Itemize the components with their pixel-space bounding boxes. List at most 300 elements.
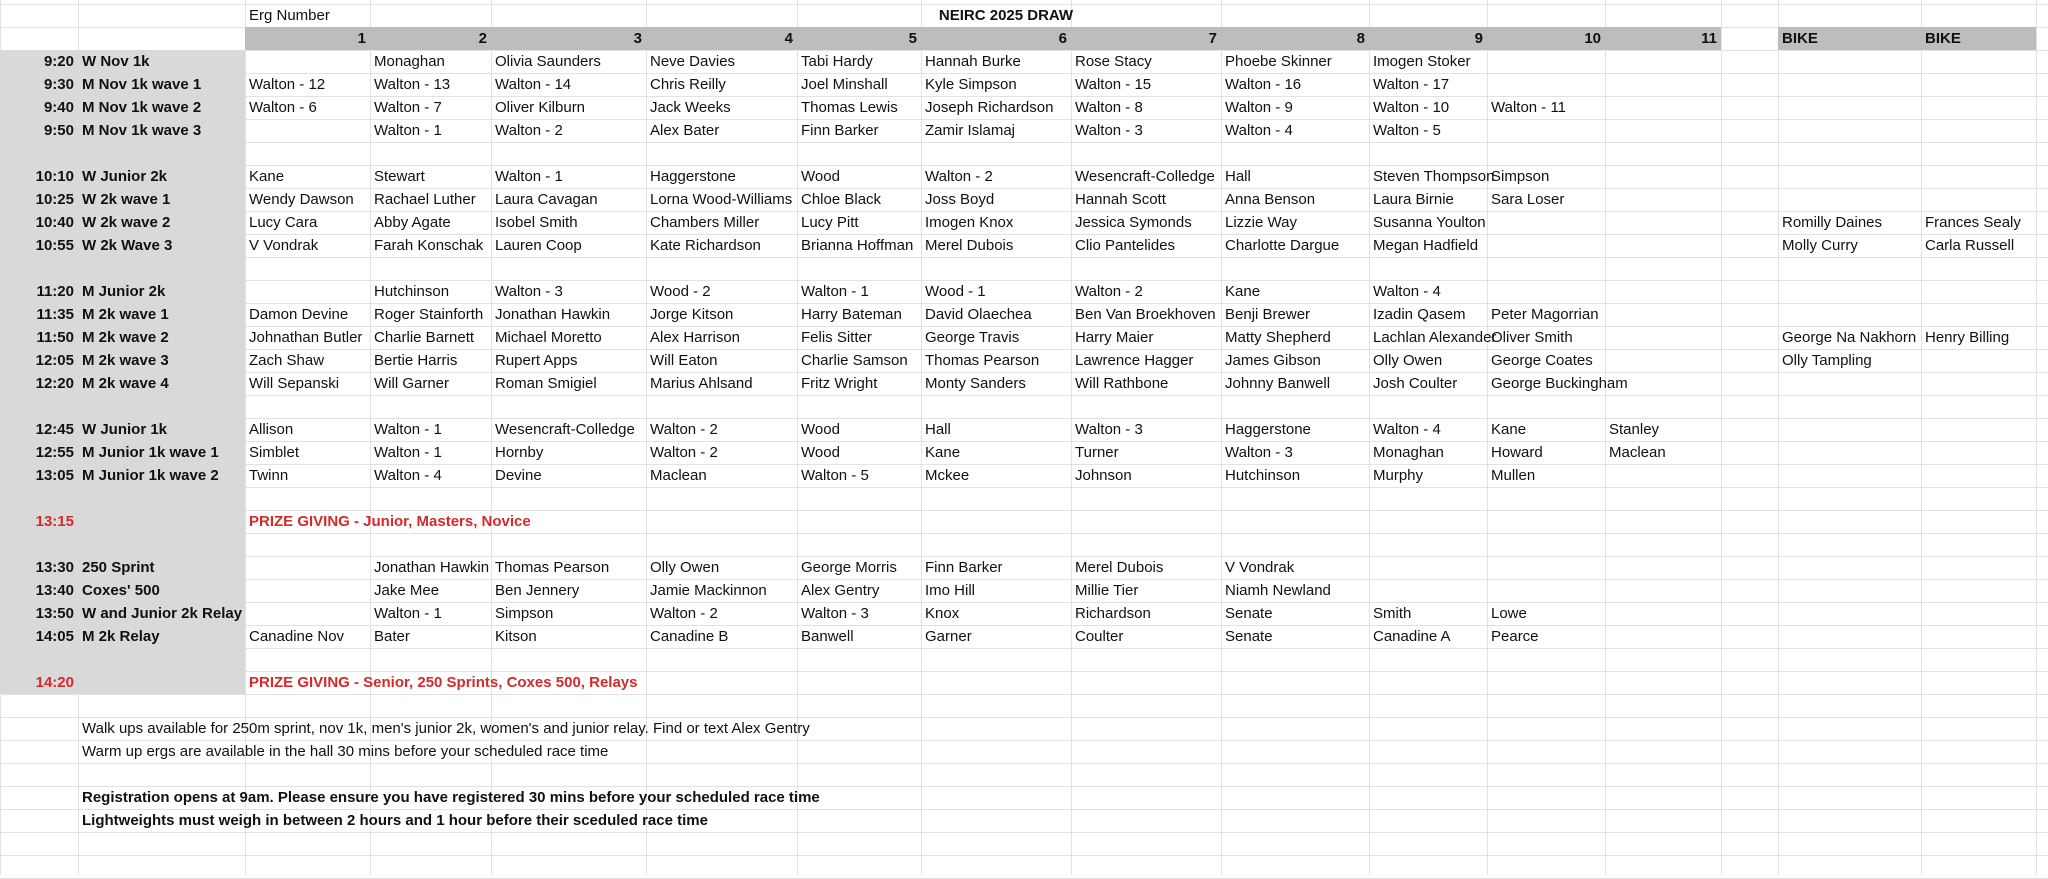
erg-assignment-cell[interactable] bbox=[1487, 395, 1605, 418]
erg-column-header[interactable]: 9 bbox=[1474, 30, 1483, 47]
bike-assignment-cell[interactable] bbox=[1778, 648, 1921, 671]
erg-assignment-cell[interactable]: Chris Reilly bbox=[650, 76, 726, 93]
erg-assignment-cell[interactable] bbox=[245, 648, 370, 671]
erg-column-header[interactable]: 1 bbox=[357, 30, 366, 47]
bike-assignment-cell[interactable] bbox=[1778, 441, 1921, 464]
erg-assignment-cell[interactable]: Coulter bbox=[1075, 628, 1124, 645]
erg-assignment-cell[interactable] bbox=[1605, 119, 1721, 142]
erg-assignment-cell[interactable]: Anna Benson bbox=[1225, 191, 1316, 208]
erg-assignment-cell[interactable]: Maclean bbox=[1609, 444, 1666, 461]
erg-assignment-cell[interactable]: Damon Devine bbox=[249, 306, 349, 323]
erg-assignment-cell[interactable]: Walton - 2 bbox=[925, 168, 993, 185]
erg-assignment-cell[interactable]: Olly Owen bbox=[650, 559, 720, 576]
race-time[interactable]: 11:35 bbox=[36, 306, 74, 323]
erg-assignment-cell[interactable]: Haggerstone bbox=[1225, 421, 1311, 438]
erg-assignment-cell[interactable] bbox=[1605, 349, 1721, 372]
erg-assignment-cell[interactable] bbox=[1605, 165, 1721, 188]
race-time[interactable] bbox=[0, 648, 78, 671]
erg-assignment-cell[interactable]: Harry Maier bbox=[1075, 329, 1154, 346]
erg-assignment-cell[interactable]: Jessica Symonds bbox=[1075, 214, 1192, 231]
erg-assignment-cell[interactable]: Walton - 3 bbox=[1075, 122, 1143, 139]
erg-assignment-cell[interactable]: Kane bbox=[1491, 421, 1527, 438]
erg-assignment-cell[interactable]: Allison bbox=[249, 421, 294, 438]
erg-assignment-cell[interactable]: Hannah Scott bbox=[1075, 191, 1166, 208]
erg-assignment-cell[interactable]: Walton - 2 bbox=[495, 122, 563, 139]
erg-assignment-cell[interactable] bbox=[1487, 487, 1605, 510]
event-name[interactable]: W Junior 2k bbox=[82, 168, 168, 185]
footer-note[interactable]: Lightweights must weigh in between 2 hours and 1 hour before their sceduled race time bbox=[82, 812, 708, 829]
erg-assignment-cell[interactable]: Wood - 2 bbox=[650, 283, 711, 300]
erg-assignment-cell[interactable] bbox=[921, 533, 1071, 556]
erg-assignment-cell[interactable]: James Gibson bbox=[1225, 352, 1321, 369]
erg-assignment-cell[interactable]: Simpson bbox=[1491, 168, 1550, 185]
erg-assignment-cell[interactable] bbox=[1605, 142, 1721, 165]
erg-assignment-cell[interactable] bbox=[1605, 556, 1721, 579]
bike-assignment-cell[interactable] bbox=[1921, 648, 2036, 671]
bike-assignment-cell[interactable]: Molly Curry bbox=[1782, 237, 1858, 254]
erg-assignment-cell[interactable]: Jamie Mackinnon bbox=[650, 582, 767, 599]
event-name[interactable] bbox=[78, 487, 245, 510]
race-time[interactable]: 12:20 bbox=[35, 375, 74, 392]
erg-assignment-cell[interactable] bbox=[1605, 533, 1721, 556]
erg-assignment-cell[interactable]: Oliver Kilburn bbox=[495, 99, 586, 116]
erg-assignment-cell[interactable]: Neve Davies bbox=[650, 53, 736, 70]
erg-assignment-cell[interactable]: Walton - 3 bbox=[495, 283, 563, 300]
erg-assignment-cell[interactable]: Walton - 15 bbox=[1075, 76, 1152, 93]
erg-assignment-cell[interactable]: Walton - 2 bbox=[650, 421, 718, 438]
bike-assignment-cell[interactable] bbox=[1921, 188, 2036, 211]
erg-assignment-cell[interactable]: Tabi Hardy bbox=[801, 53, 873, 70]
erg-assignment-cell[interactable]: Walton - 7 bbox=[374, 99, 442, 116]
erg-assignment-cell[interactable] bbox=[797, 487, 921, 510]
erg-assignment-cell[interactable]: Thomas Pearson bbox=[495, 559, 610, 576]
erg-assignment-cell[interactable]: Johnny Banwell bbox=[1225, 375, 1331, 392]
erg-assignment-cell[interactable]: Rupert Apps bbox=[495, 352, 578, 369]
race-time[interactable]: 10:25 bbox=[35, 191, 74, 208]
erg-assignment-cell[interactable] bbox=[1487, 142, 1605, 165]
erg-assignment-cell[interactable] bbox=[646, 487, 797, 510]
race-time[interactable]: 10:10 bbox=[35, 168, 74, 185]
erg-assignment-cell[interactable]: Hutchinson bbox=[374, 283, 450, 300]
erg-assignment-cell[interactable]: Banwell bbox=[801, 628, 854, 645]
erg-assignment-cell[interactable]: Michael Moretto bbox=[495, 329, 602, 346]
erg-assignment-cell[interactable]: David Olaechea bbox=[925, 306, 1032, 323]
erg-assignment-cell[interactable] bbox=[245, 395, 370, 418]
bike-assignment-cell[interactable]: George Na Nakhorn bbox=[1782, 329, 1917, 346]
erg-assignment-cell[interactable]: Smith bbox=[1373, 605, 1412, 622]
erg-assignment-cell[interactable]: Peter Magorrian bbox=[1491, 306, 1599, 323]
bike-assignment-cell[interactable] bbox=[1778, 556, 1921, 579]
erg-column-header[interactable]: 5 bbox=[908, 30, 917, 47]
erg-assignment-cell[interactable]: Isobel Smith bbox=[495, 214, 578, 231]
erg-assignment-cell[interactable]: Canadine A bbox=[1373, 628, 1451, 645]
race-time[interactable] bbox=[0, 142, 78, 165]
erg-assignment-cell[interactable]: Wesencraft-Colledge bbox=[1075, 168, 1215, 185]
race-time[interactable] bbox=[0, 257, 78, 280]
erg-assignment-cell[interactable]: Monty Sanders bbox=[925, 375, 1026, 392]
bike-assignment-cell[interactable] bbox=[1778, 487, 1921, 510]
bike-assignment-cell[interactable] bbox=[1778, 257, 1921, 280]
erg-assignment-cell[interactable]: Richardson bbox=[1075, 605, 1151, 622]
bike-assignment-cell[interactable]: Frances Sealy bbox=[1925, 214, 2021, 231]
erg-assignment-cell[interactable] bbox=[245, 533, 370, 556]
erg-assignment-cell[interactable] bbox=[1221, 487, 1369, 510]
erg-assignment-cell[interactable]: Lowe bbox=[1491, 605, 1527, 622]
bike-assignment-cell[interactable] bbox=[1778, 625, 1921, 648]
erg-assignment-cell[interactable] bbox=[1369, 579, 1487, 602]
erg-assignment-cell[interactable]: Walton - 9 bbox=[1225, 99, 1293, 116]
prize-time[interactable]: 14:20 bbox=[35, 674, 74, 691]
bike-assignment-cell[interactable] bbox=[1921, 96, 2036, 119]
bike-assignment-cell[interactable] bbox=[1778, 395, 1921, 418]
bike-assignment-cell[interactable] bbox=[1921, 119, 2036, 142]
bike-assignment-cell[interactable] bbox=[1778, 119, 1921, 142]
bike-assignment-cell[interactable] bbox=[1778, 464, 1921, 487]
event-name[interactable]: M Junior 1k wave 1 bbox=[82, 444, 219, 461]
race-time[interactable]: 12:05 bbox=[35, 352, 74, 369]
erg-assignment-cell[interactable]: Wesencraft-Colledge bbox=[495, 421, 635, 438]
erg-assignment-cell[interactable]: Wood bbox=[801, 168, 840, 185]
erg-assignment-cell[interactable]: Oliver Smith bbox=[1491, 329, 1573, 346]
event-name[interactable]: M Nov 1k wave 3 bbox=[82, 122, 202, 139]
erg-assignment-cell[interactable]: Simblet bbox=[249, 444, 300, 461]
race-time[interactable]: 9:40 bbox=[43, 99, 74, 116]
erg-assignment-cell[interactable]: Walton - 13 bbox=[374, 76, 451, 93]
erg-assignment-cell[interactable]: Abby Agate bbox=[374, 214, 451, 231]
erg-assignment-cell[interactable] bbox=[1605, 50, 1721, 73]
erg-assignment-cell[interactable]: Steven Thompson bbox=[1373, 168, 1495, 185]
bike-assignment-cell[interactable] bbox=[1921, 165, 2036, 188]
bike-assignment-cell[interactable] bbox=[1921, 50, 2036, 73]
race-time[interactable] bbox=[0, 533, 78, 556]
erg-assignment-cell[interactable]: Monaghan bbox=[374, 53, 445, 70]
erg-assignment-cell[interactable]: Felis Sitter bbox=[801, 329, 872, 346]
erg-assignment-cell[interactable]: Megan Hadfield bbox=[1373, 237, 1479, 254]
erg-assignment-cell[interactable]: Chloe Black bbox=[801, 191, 882, 208]
erg-assignment-cell[interactable] bbox=[245, 142, 370, 165]
erg-assignment-cell[interactable] bbox=[1487, 556, 1605, 579]
erg-assignment-cell[interactable]: Lawrence Hagger bbox=[1075, 352, 1194, 369]
footer-note[interactable]: Warm up ergs are available in the hall 30 mins before your scheduled race time bbox=[82, 743, 609, 760]
erg-assignment-cell[interactable]: Walton - 4 bbox=[1373, 283, 1441, 300]
erg-assignment-cell[interactable] bbox=[370, 648, 491, 671]
erg-assignment-cell[interactable] bbox=[1605, 73, 1721, 96]
bike-assignment-cell[interactable] bbox=[1778, 280, 1921, 303]
event-name[interactable]: M 2k wave 4 bbox=[82, 375, 169, 392]
erg-assignment-cell[interactable] bbox=[1369, 142, 1487, 165]
erg-assignment-cell[interactable]: V Vondrak bbox=[1225, 559, 1295, 576]
erg-assignment-cell[interactable] bbox=[1605, 96, 1721, 119]
bike-assignment-cell[interactable]: Henry Billing bbox=[1925, 329, 2010, 346]
erg-assignment-cell[interactable]: Hall bbox=[925, 421, 951, 438]
erg-assignment-cell[interactable]: Charlie Barnett bbox=[374, 329, 475, 346]
erg-assignment-cell[interactable]: Laura Cavagan bbox=[495, 191, 598, 208]
erg-assignment-cell[interactable]: Wood bbox=[801, 421, 840, 438]
erg-assignment-cell[interactable]: Thomas Pearson bbox=[925, 352, 1040, 369]
erg-assignment-cell[interactable] bbox=[1369, 487, 1487, 510]
event-name[interactable] bbox=[78, 533, 245, 556]
bike-assignment-cell[interactable] bbox=[1921, 533, 2036, 556]
erg-assignment-cell[interactable]: Roger Stainforth bbox=[374, 306, 484, 323]
erg-assignment-cell[interactable] bbox=[1369, 257, 1487, 280]
erg-assignment-cell[interactable]: Walton - 5 bbox=[1373, 122, 1441, 139]
erg-assignment-cell[interactable]: Alex Harrison bbox=[650, 329, 741, 346]
event-name[interactable]: 250 Sprint bbox=[82, 559, 155, 576]
erg-assignment-cell[interactable]: Ben Van Broekhoven bbox=[1075, 306, 1216, 323]
bike-assignment-cell[interactable] bbox=[1778, 188, 1921, 211]
erg-assignment-cell[interactable]: Walton - 14 bbox=[495, 76, 572, 93]
erg-assignment-cell[interactable]: George Buckingham bbox=[1491, 375, 1628, 392]
erg-assignment-cell[interactable]: George Travis bbox=[925, 329, 1020, 346]
event-name[interactable]: M Junior 1k wave 2 bbox=[82, 467, 219, 484]
race-time[interactable] bbox=[0, 487, 78, 510]
erg-assignment-cell[interactable] bbox=[797, 533, 921, 556]
erg-assignment-cell[interactable]: Joseph Richardson bbox=[925, 99, 1054, 116]
bike-assignment-cell[interactable] bbox=[1921, 303, 2036, 326]
erg-assignment-cell[interactable]: Walton - 1 bbox=[801, 283, 869, 300]
bike-assignment-cell[interactable] bbox=[1921, 73, 2036, 96]
erg-assignment-cell[interactable]: Olly Owen bbox=[1373, 352, 1443, 369]
erg-assignment-cell[interactable]: Finn Barker bbox=[801, 122, 879, 139]
erg-assignment-cell[interactable]: Rachael Luther bbox=[374, 191, 476, 208]
erg-assignment-cell[interactable] bbox=[1605, 234, 1721, 257]
erg-assignment-cell[interactable]: Imogen Knox bbox=[925, 214, 1014, 231]
erg-assignment-cell[interactable]: Bertie Harris bbox=[374, 352, 458, 369]
erg-assignment-cell[interactable]: Wendy Dawson bbox=[249, 191, 354, 208]
erg-assignment-cell[interactable] bbox=[1071, 395, 1221, 418]
race-time[interactable]: 13:40 bbox=[35, 582, 74, 599]
erg-assignment-cell[interactable] bbox=[491, 257, 646, 280]
bike-assignment-cell[interactable] bbox=[1921, 142, 2036, 165]
bike-assignment-cell[interactable] bbox=[1921, 418, 2036, 441]
erg-assignment-cell[interactable] bbox=[491, 533, 646, 556]
event-name[interactable]: M 2k Relay bbox=[82, 628, 160, 645]
erg-assignment-cell[interactable] bbox=[921, 257, 1071, 280]
bike-assignment-cell[interactable] bbox=[1921, 487, 2036, 510]
erg-column-header[interactable]: 2 bbox=[478, 30, 487, 47]
event-name[interactable]: W 2k Wave 3 bbox=[82, 237, 173, 254]
erg-column-header[interactable]: 3 bbox=[633, 30, 642, 47]
erg-assignment-cell[interactable]: Mullen bbox=[1491, 467, 1536, 484]
erg-assignment-cell[interactable]: Canadine B bbox=[650, 628, 729, 645]
erg-assignment-cell[interactable]: Pearce bbox=[1491, 628, 1539, 645]
erg-assignment-cell[interactable] bbox=[1605, 257, 1721, 280]
event-name[interactable]: M Junior 2k bbox=[82, 283, 166, 300]
erg-assignment-cell[interactable]: Knox bbox=[925, 605, 960, 622]
erg-assignment-cell[interactable] bbox=[1605, 602, 1721, 625]
erg-assignment-cell[interactable]: Walton - 2 bbox=[650, 605, 718, 622]
erg-assignment-cell[interactable]: Merel Dubois bbox=[925, 237, 1014, 254]
bike-assignment-cell[interactable] bbox=[1778, 372, 1921, 395]
erg-assignment-cell[interactable]: Matty Shepherd bbox=[1225, 329, 1331, 346]
erg-assignment-cell[interactable]: Izadin Qasem bbox=[1373, 306, 1466, 323]
erg-assignment-cell[interactable]: Howard bbox=[1491, 444, 1543, 461]
erg-assignment-cell[interactable]: Benji Brewer bbox=[1225, 306, 1311, 323]
erg-assignment-cell[interactable] bbox=[245, 257, 370, 280]
erg-assignment-cell[interactable] bbox=[370, 142, 491, 165]
erg-assignment-cell[interactable]: Will Rathbone bbox=[1075, 375, 1169, 392]
erg-assignment-cell[interactable] bbox=[921, 395, 1071, 418]
prize-time[interactable]: 13:15 bbox=[35, 513, 74, 530]
erg-assignment-cell[interactable]: Kane bbox=[925, 444, 961, 461]
event-name[interactable]: M Nov 1k wave 1 bbox=[82, 76, 202, 93]
erg-assignment-cell[interactable]: Farah Konschak bbox=[374, 237, 484, 254]
erg-assignment-cell[interactable]: Walton - 1 bbox=[374, 421, 442, 438]
erg-assignment-cell[interactable] bbox=[245, 579, 370, 602]
erg-assignment-cell[interactable]: Twinn bbox=[249, 467, 289, 484]
erg-assignment-cell[interactable] bbox=[1369, 556, 1487, 579]
erg-assignment-cell[interactable] bbox=[245, 280, 370, 303]
erg-assignment-cell[interactable] bbox=[646, 395, 797, 418]
erg-assignment-cell[interactable] bbox=[1605, 395, 1721, 418]
bike-column-header[interactable]: BIKE bbox=[1925, 30, 1961, 47]
erg-assignment-cell[interactable]: Walton - 16 bbox=[1225, 76, 1302, 93]
erg-assignment-cell[interactable]: Zach Shaw bbox=[249, 352, 325, 369]
race-time[interactable]: 13:05 bbox=[35, 467, 74, 484]
erg-assignment-cell[interactable] bbox=[1487, 533, 1605, 556]
erg-assignment-cell[interactable] bbox=[1487, 648, 1605, 671]
erg-assignment-cell[interactable] bbox=[1221, 533, 1369, 556]
erg-assignment-cell[interactable] bbox=[921, 487, 1071, 510]
event-name[interactable]: W Nov 1k bbox=[82, 53, 150, 70]
erg-assignment-cell[interactable] bbox=[1071, 142, 1221, 165]
erg-assignment-cell[interactable]: Senate bbox=[1225, 628, 1273, 645]
erg-column-header[interactable]: 7 bbox=[1208, 30, 1217, 47]
bike-column-header[interactable]: BIKE bbox=[1782, 30, 1818, 47]
erg-assignment-cell[interactable]: Phoebe Skinner bbox=[1225, 53, 1332, 70]
erg-assignment-cell[interactable]: Bater bbox=[374, 628, 410, 645]
bike-assignment-cell[interactable] bbox=[1778, 303, 1921, 326]
erg-assignment-cell[interactable]: Harry Bateman bbox=[801, 306, 902, 323]
erg-assignment-cell[interactable]: Walton - 12 bbox=[249, 76, 326, 93]
erg-assignment-cell[interactable] bbox=[491, 142, 646, 165]
erg-assignment-cell[interactable] bbox=[1605, 372, 1721, 395]
bike-assignment-cell[interactable] bbox=[1921, 625, 2036, 648]
erg-assignment-cell[interactable]: Kane bbox=[1225, 283, 1261, 300]
erg-assignment-cell[interactable]: Will Sepanski bbox=[249, 375, 340, 392]
erg-assignment-cell[interactable]: Thomas Lewis bbox=[801, 99, 898, 116]
erg-assignment-cell[interactable]: Wood - 1 bbox=[925, 283, 986, 300]
erg-assignment-cell[interactable]: Walton - 3 bbox=[801, 605, 869, 622]
erg-assignment-cell[interactable] bbox=[491, 395, 646, 418]
bike-assignment-cell[interactable] bbox=[1778, 533, 1921, 556]
erg-assignment-cell[interactable]: V Vondrak bbox=[249, 237, 319, 254]
erg-assignment-cell[interactable] bbox=[797, 142, 921, 165]
erg-assignment-cell[interactable] bbox=[1487, 50, 1605, 73]
bike-assignment-cell[interactable] bbox=[1921, 395, 2036, 418]
bike-assignment-cell[interactable] bbox=[1778, 165, 1921, 188]
bike-assignment-cell[interactable] bbox=[1921, 464, 2036, 487]
race-time[interactable]: 11:20 bbox=[36, 283, 74, 300]
erg-assignment-cell[interactable] bbox=[1605, 303, 1721, 326]
erg-assignment-cell[interactable]: Walton - 1 bbox=[374, 122, 442, 139]
erg-assignment-cell[interactable]: George Morris bbox=[801, 559, 897, 576]
erg-assignment-cell[interactable]: Chambers Miller bbox=[650, 214, 760, 231]
erg-assignment-cell[interactable] bbox=[1487, 257, 1605, 280]
race-time[interactable]: 9:30 bbox=[43, 76, 74, 93]
erg-assignment-cell[interactable] bbox=[491, 487, 646, 510]
bike-assignment-cell[interactable] bbox=[1921, 372, 2036, 395]
event-name[interactable]: M Nov 1k wave 2 bbox=[82, 99, 202, 116]
erg-assignment-cell[interactable]: Lizzie Way bbox=[1225, 214, 1297, 231]
erg-assignment-cell[interactable]: Walton - 4 bbox=[1225, 122, 1293, 139]
erg-assignment-cell[interactable]: Mckee bbox=[925, 467, 970, 484]
erg-assignment-cell[interactable]: Niamh Newland bbox=[1225, 582, 1331, 599]
erg-assignment-cell[interactable] bbox=[1487, 73, 1605, 96]
erg-assignment-cell[interactable] bbox=[646, 142, 797, 165]
erg-assignment-cell[interactable] bbox=[370, 257, 491, 280]
event-name[interactable]: W 2k wave 2 bbox=[82, 214, 171, 231]
erg-assignment-cell[interactable]: Alex Bater bbox=[650, 122, 720, 139]
erg-assignment-cell[interactable] bbox=[1605, 648, 1721, 671]
erg-assignment-cell[interactable]: Walton - 4 bbox=[1373, 421, 1441, 438]
erg-assignment-cell[interactable]: Will Garner bbox=[374, 375, 450, 392]
erg-assignment-cell[interactable] bbox=[1369, 648, 1487, 671]
erg-assignment-cell[interactable]: Hutchinson bbox=[1225, 467, 1301, 484]
erg-assignment-cell[interactable]: Lucy Pitt bbox=[801, 214, 859, 231]
bike-assignment-cell[interactable] bbox=[1921, 602, 2036, 625]
race-time[interactable]: 13:30 bbox=[35, 559, 74, 576]
event-name[interactable] bbox=[78, 648, 245, 671]
erg-assignment-cell[interactable]: Jack Weeks bbox=[650, 99, 731, 116]
bike-assignment-cell[interactable] bbox=[1778, 418, 1921, 441]
erg-assignment-cell[interactable] bbox=[1487, 234, 1605, 257]
erg-assignment-cell[interactable]: Jonathan Hawkin bbox=[495, 306, 611, 323]
erg-assignment-cell[interactable] bbox=[1071, 487, 1221, 510]
erg-assignment-cell[interactable] bbox=[370, 395, 491, 418]
erg-assignment-cell[interactable] bbox=[1487, 119, 1605, 142]
bike-assignment-cell[interactable] bbox=[1778, 579, 1921, 602]
erg-assignment-cell[interactable]: Jonathan Hawkin bbox=[374, 559, 490, 576]
erg-assignment-cell[interactable]: Zamir Islamaj bbox=[925, 122, 1016, 139]
race-time[interactable]: 9:50 bbox=[43, 122, 74, 139]
erg-assignment-cell[interactable] bbox=[1487, 211, 1605, 234]
race-time[interactable]: 10:40 bbox=[35, 214, 74, 231]
race-time[interactable]: 14:05 bbox=[35, 628, 74, 645]
erg-assignment-cell[interactable]: Brianna Hoffman bbox=[801, 237, 914, 254]
erg-assignment-cell[interactable]: Alex Gentry bbox=[801, 582, 880, 599]
erg-assignment-cell[interactable]: Will Eaton bbox=[650, 352, 718, 369]
erg-column-header[interactable]: 6 bbox=[1058, 30, 1067, 47]
bike-assignment-cell[interactable] bbox=[1921, 441, 2036, 464]
erg-assignment-cell[interactable]: Rose Stacy bbox=[1075, 53, 1152, 70]
erg-assignment-cell[interactable]: Kitson bbox=[495, 628, 537, 645]
erg-assignment-cell[interactable] bbox=[245, 602, 370, 625]
erg-assignment-cell[interactable] bbox=[1605, 625, 1721, 648]
erg-assignment-cell[interactable]: Johnathan Butler bbox=[249, 329, 363, 346]
erg-assignment-cell[interactable]: Walton - 3 bbox=[1225, 444, 1293, 461]
erg-assignment-cell[interactable]: Walton - 10 bbox=[1373, 99, 1450, 116]
erg-assignment-cell[interactable] bbox=[1605, 188, 1721, 211]
bike-assignment-cell[interactable]: Carla Russell bbox=[1925, 237, 2015, 254]
erg-assignment-cell[interactable] bbox=[797, 395, 921, 418]
race-time[interactable]: 10:55 bbox=[35, 237, 74, 254]
event-name[interactable]: W and Junior 2k Relay bbox=[82, 605, 243, 622]
race-time[interactable]: 9:20 bbox=[43, 53, 74, 70]
erg-assignment-cell[interactable]: Jorge Kitson bbox=[650, 306, 734, 323]
race-time[interactable]: 12:55 bbox=[35, 444, 74, 461]
erg-assignment-cell[interactable]: Fritz Wright bbox=[801, 375, 878, 392]
erg-assignment-cell[interactable]: Haggerstone bbox=[650, 168, 736, 185]
event-name[interactable]: M 2k wave 2 bbox=[82, 329, 169, 346]
erg-assignment-cell[interactable]: Hannah Burke bbox=[925, 53, 1021, 70]
erg-assignment-cell[interactable] bbox=[1369, 533, 1487, 556]
event-name[interactable]: W Junior 1k bbox=[82, 421, 168, 438]
erg-assignment-cell[interactable]: Senate bbox=[1225, 605, 1273, 622]
erg-assignment-cell[interactable] bbox=[1487, 280, 1605, 303]
erg-assignment-cell[interactable]: Walton - 17 bbox=[1373, 76, 1450, 93]
bike-assignment-cell[interactable]: Olly Tampling bbox=[1782, 352, 1872, 369]
